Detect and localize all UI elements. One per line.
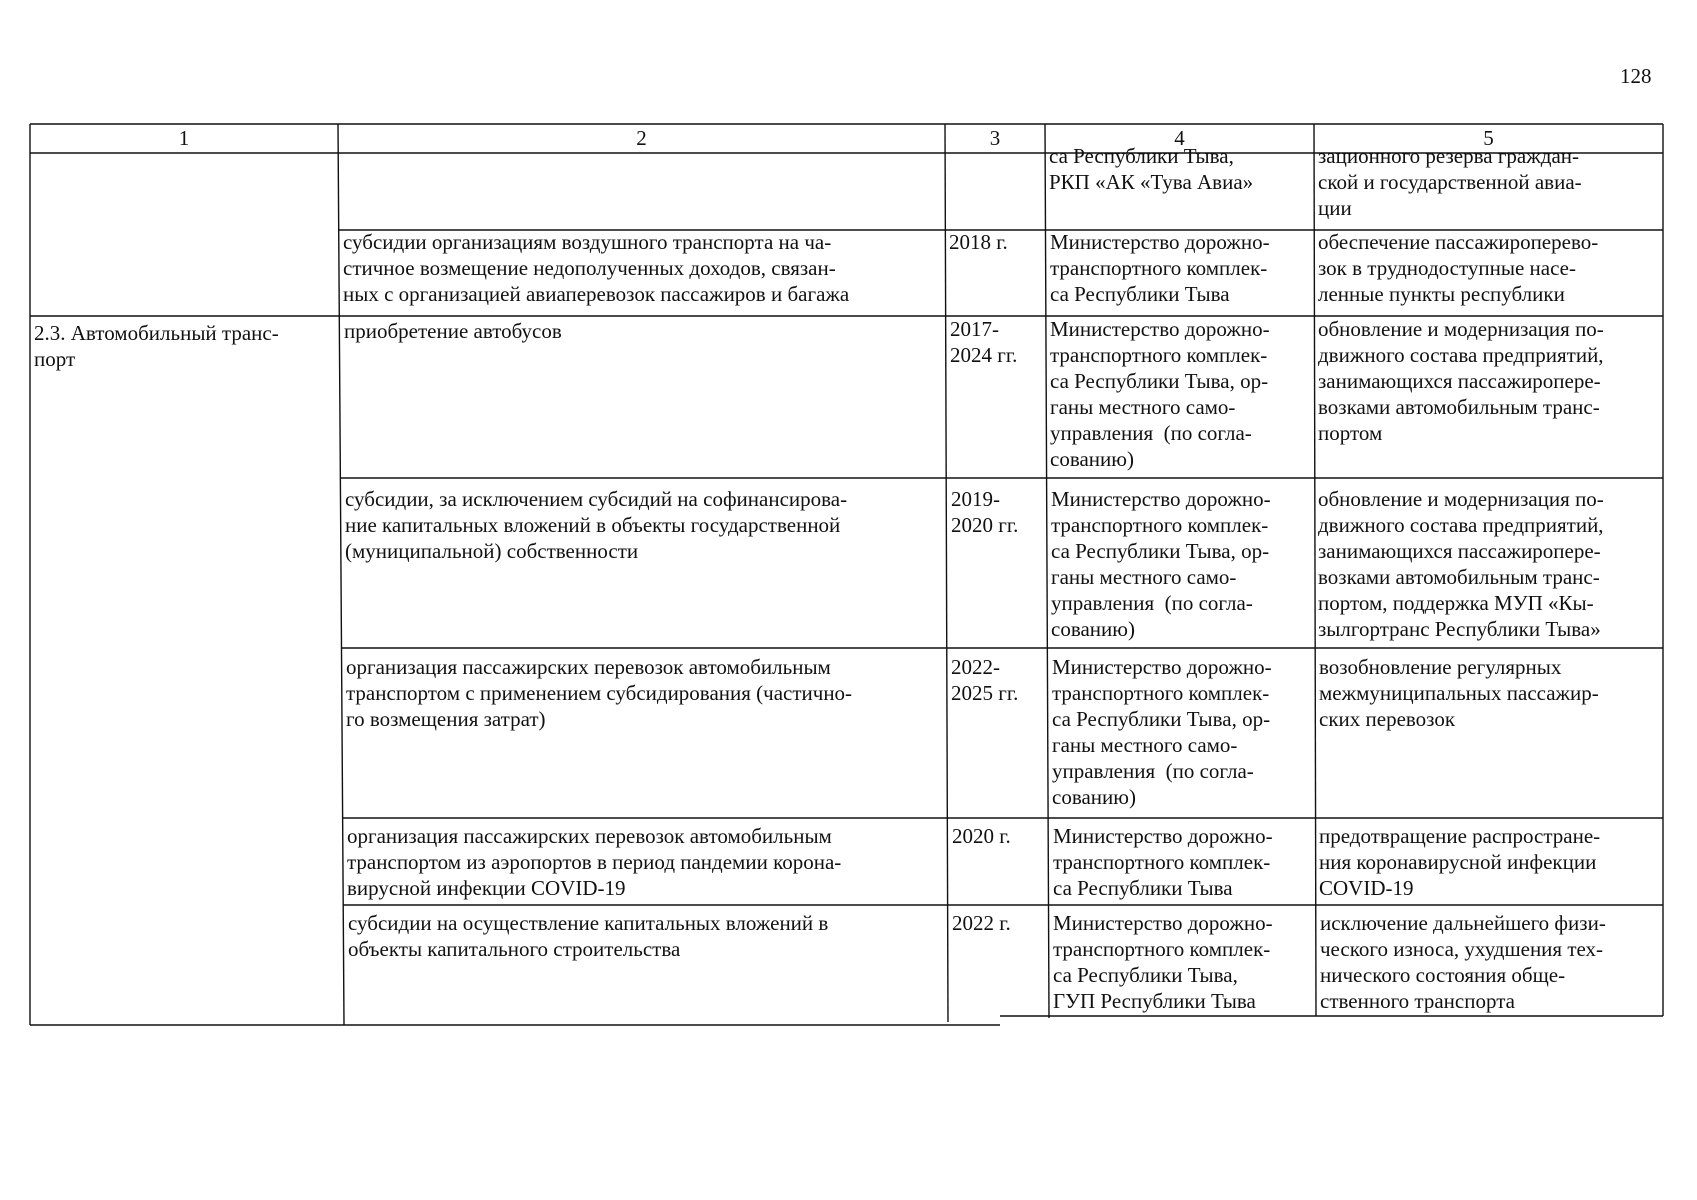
cell-r2-c3: 2018 г. [949,230,1008,254]
cell-r4-c4: Министерство дорожно- транспортного комплек- са Республики Тыва, ор- ганы местного само- управления (по согла- сованию) [1051,487,1271,641]
cell-r5-c2: организация пассажирских перевозок автомобильным транспортом с применением субсидирования (частично- го возмещения затрат) [346,655,853,731]
cell-r3-c1: 2.3. Автомобильный транс- порт [34,321,279,371]
cell-r7-c2: субсидии на осуществление капитальных вложений в объекты капитального строительства [348,911,829,961]
cell-r7-c4: Министерство дорожно- транспортного комплек- са Республики Тыва, ГУП Республики Тыва [1053,911,1273,1013]
cell-r3-c4: Министерство дорожно- транспортного комплек- са Республики Тыва, ор- ганы местного само- управления (по согла- сованию) [1050,317,1270,471]
cell-r2-c5: обеспечение пассажироперево- зок в труднодоступные насе- ленные пункты республики [1318,230,1599,306]
cell-r6-c2: организация пассажирских перевозок автомобильным транспортом из аэропортов в период пандемии корона- вирусной инфекции COVID-19 [347,824,842,900]
cell-r3-c2: приобретение автобусов [344,319,562,343]
cell-r4-c2: субсидии, за исключением субсидий на софинансирова- ние капитальных вложений в объекты государственной (муниципальной) собственности [345,487,848,563]
header-col-2: 2 [636,126,647,150]
cell-r6-c4: Министерство дорожно- транспортного комплек- са Республики Тыва [1053,824,1273,900]
cell-r1-c5: зационного резерва граждан- ской и государственной авиа- ции [1318,144,1582,220]
cell-r1-c4: са Республики Тыва, РКП «АК «Тува Авиа» [1049,144,1254,194]
header-col-3: 3 [989,126,1001,150]
cell-r3-c5: обновление и модернизация по- движного состава предприятий, занимающихся пассажиропере- возками автомобильным транс- портом [1318,317,1604,445]
cell-r4-c3: 2019- 2020 гг. [951,487,1019,537]
cell-r7-c3: 2022 г. [952,911,1011,935]
cell-r7-c5: исключение дальнейшего физи- ческого износа, ухудшения тех- нического состояния обще- ственного транспорта [1320,911,1606,1013]
cell-r6-c3: 2020 г. [952,824,1011,848]
header-col-4: 4 [1174,126,1185,150]
cell-r3-c3: 2017- 2024 гг. [950,317,1018,367]
cell-r5-c3: 2022- 2025 гг. [951,655,1019,705]
cell-r5-c4: Министерство дорожно- транспортного комплек- са Республики Тыва, ор- ганы местного само- управления (по согла- сованию) [1052,655,1272,809]
page-number: 128 [1620,64,1652,88]
cell-r5-c5: возобновление регулярных межмуниципальных пассажир- ских перевозок [1319,655,1599,731]
header-col-5: 5 [1483,126,1494,150]
cell-r2-c4: Министерство дорожно- транспортного комплек- са Республики Тыва [1050,230,1270,306]
cell-r2-c2: субсидии организациям воздушного транспорта на ча- стичное возмещение недополученных доходов, связан- ных с организацией авиаперевозок пассажиров и багажа [343,230,850,306]
cell-r4-c5: обновление и модернизация по- движного состава предприятий, занимающихся пассажиропере- возками автомобильным транс- портом, поддержка МУП «Кы- зылгортранс Республики Тыва» [1318,487,1604,641]
cell-r6-c5: предотвращение распростране- ния коронавирусной инфекции COVID-19 [1319,824,1601,900]
header-col-1: 1 [178,126,190,150]
